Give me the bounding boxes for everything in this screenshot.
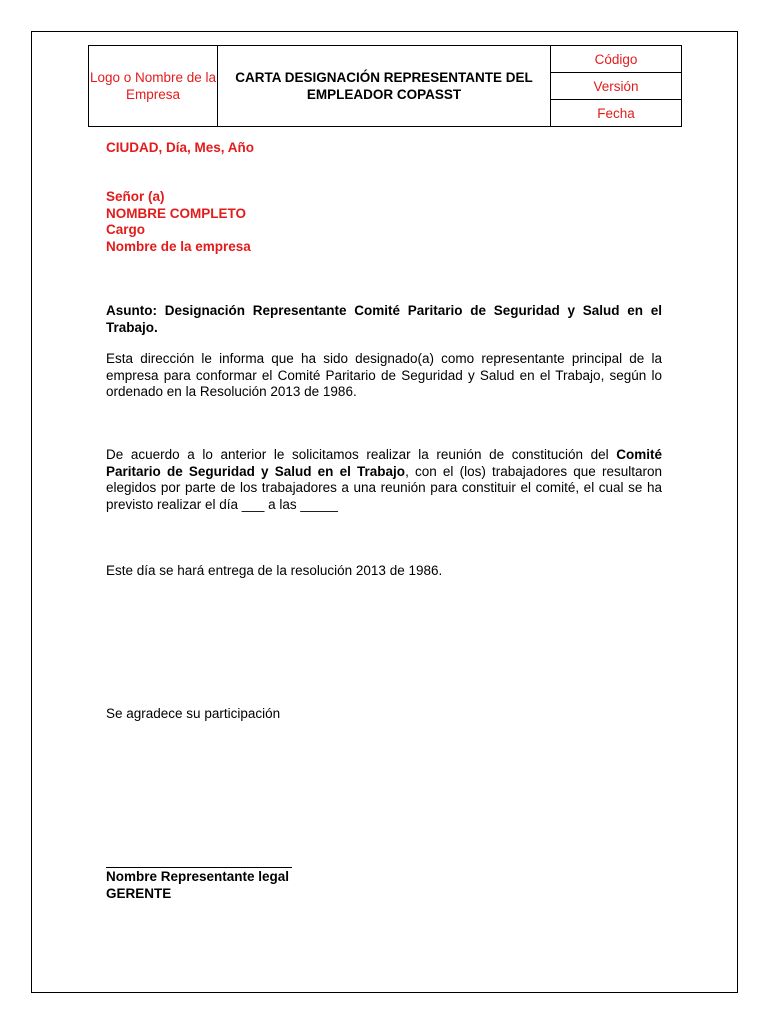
subject-line-2: Trabajo. bbox=[106, 319, 158, 335]
recipient-position: Cargo bbox=[106, 222, 146, 237]
paragraph-meeting-line-4: previsto realizar el día ___ a las _____ bbox=[106, 496, 338, 512]
recipient-name: NOMBRE COMPLETO bbox=[106, 205, 247, 221]
committee-name-part-2: Paritario de Seguridad y Salud en el Trabajo bbox=[106, 463, 406, 479]
paragraph-designation-line-1: Esta dirección le informa que ha sido designado(a) como representante principal de la bbox=[106, 351, 662, 366]
paragraph-meeting-line-1 bbox=[106, 447, 662, 464]
recipient-block bbox=[106, 189, 662, 255]
signature-line bbox=[106, 867, 292, 868]
paragraph-meeting-line-3: elegidos por parte de los trabajadores a una reunión para constituir el comité, el cual se ha bbox=[106, 480, 662, 495]
document-title-line-1: CARTA DESIGNACIÓN REPRESENTANTE DEL bbox=[235, 70, 533, 85]
subject-line bbox=[106, 303, 662, 336]
logo-placeholder bbox=[89, 46, 218, 127]
paragraph-meeting-line-1-text: De acuerdo a lo anterior le solicitamos realizar la reunión de constitución del bbox=[106, 447, 617, 462]
paragraph-designation bbox=[106, 351, 662, 401]
paragraph-resolution-delivery: Este día se hará entrega de la resolución 2013 de 1986. bbox=[106, 563, 443, 578]
paragraph-meeting-line-2 bbox=[106, 464, 662, 481]
document-header-table bbox=[88, 45, 682, 127]
paragraph-meeting-request bbox=[106, 447, 662, 513]
code-label: Código bbox=[551, 46, 682, 73]
paragraph-designation-line-3: ordenado en la Resolución 2013 de 1986. bbox=[106, 384, 357, 399]
recipient-company: Nombre de la empresa bbox=[106, 238, 251, 254]
signatory-role: GERENTE bbox=[106, 885, 172, 901]
recipient-salutation: Señor (a) bbox=[106, 189, 165, 204]
place-date: CIUDAD, Día, Mes, Año bbox=[106, 140, 255, 155]
version-label: Versión bbox=[551, 73, 682, 100]
document-title-line-2: EMPLEADOR COPASST bbox=[306, 87, 462, 102]
committee-name-part-1: Comité bbox=[616, 447, 662, 462]
paragraph-meeting-line-2-text: , con el (los) trabajadores que resultaron bbox=[405, 463, 662, 479]
subject-line-1: Asunto: Designación Representante Comité Paritario de Seguridad y Salud en el bbox=[106, 303, 662, 318]
closing-text: Se agradece su participación bbox=[106, 706, 281, 721]
document-title bbox=[218, 46, 551, 127]
paragraph-designation-line-2: empresa para conformar el Comité Paritario de Seguridad y Salud en el Trabajo, según lo bbox=[106, 367, 662, 383]
logo-text: Logo o Nombre de la Empresa bbox=[89, 70, 217, 102]
signature-block bbox=[106, 869, 662, 902]
signatory-name: Nombre Representante legal bbox=[106, 869, 290, 884]
date-label: Fecha bbox=[551, 100, 682, 127]
